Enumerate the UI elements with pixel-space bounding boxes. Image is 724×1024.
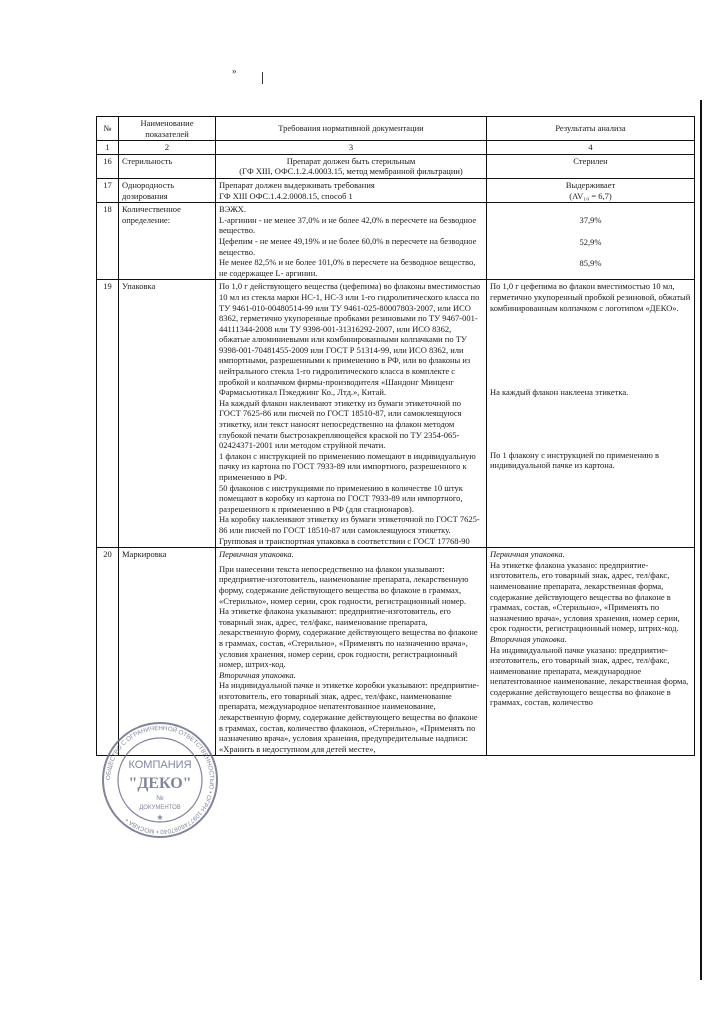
result-text: По 1,0 г цефепима во флакон вместимостью 10 мл, герметично укупоренный пробкой резиновой, обжатый комбинированным колпачком с логотипом «ДЕКО». (490, 281, 691, 313)
stamp-star-icon: ★ (156, 813, 164, 822)
row-requirement (216, 203, 487, 280)
stamp-ring-text: ОБЩЕСТВО С ОГРАНИЧЕННОЙ ОТВЕТСТВЕННОСТЬЮ • ОГРН 1097746087040 • МОСКВА • (104, 724, 216, 836)
result-text: По 1 флакону с инструкцией по применению в индивидуальной пачке из картона. (490, 449, 660, 471)
req-text: При нанесении текста непосредственно на флакон указывают: предприятие-изготовитель, наименование препарата, лекарственную форму, содержание действующего вещества во флаконе в граммах, «Стерильно», номер серии, срок годности, регистрационный номер. (219, 563, 469, 606)
req-text: L-аргинин - не менее 37,0% и не более 42,0% в пересчете на безводное вещество. (219, 214, 477, 236)
table-row (97, 203, 695, 280)
row-num: 18 (97, 203, 119, 280)
row-num: 17 (97, 178, 119, 202)
row-requirement (216, 280, 487, 548)
col-number: 2 (119, 141, 216, 155)
scan-mark: » (232, 66, 237, 76)
req-text: ВЭЖХ. (219, 204, 246, 215)
req-text: На этикетке флакона указывают: предприятие-изготовитель, его товарный знак, адрес, тел/факс, наименование препарата, лекарственную форму, содержание действующего вещества во флаконе в граммах, состав, «Стерильно», «Применять по назначению врача», условия хранения, номер серии, срок годности, регистрационный номер, штрих-код. (219, 606, 478, 670)
result-text: На каждый флакон наклеена этикетка. (490, 387, 629, 398)
result-text: 52,9% (579, 236, 602, 247)
row-name: Маркировка (119, 548, 216, 756)
result-heading: Вторичная упаковка. (490, 633, 567, 644)
req-text: Препарат должен быть стерильным (286, 155, 416, 166)
column-number-row (97, 141, 695, 155)
result-text: На индивидуальной пачке указано: предприятие-изготовитель, его товарный знак, адрес, тел/факс, наименование препарата, международное непатентованное наименование, лекарственная форма, содержание действующего вещества во флаконе в граммах, состав, количество (490, 644, 689, 708)
result-text: (AV₁₀ = 6,7) (569, 190, 612, 201)
row-name: Количественное определение: (119, 203, 216, 280)
req-heading: Вторичная упаковка. (219, 669, 296, 680)
stamp-sub-label: ДОКУМЕНТОВ (139, 805, 181, 811)
result-text: 37,9% (579, 215, 602, 226)
company-stamp (100, 716, 220, 840)
req-text: По 1,0 г действующего вещества (цефепима) во флаконы вместимостью 10 мл из стекла марки НС-1, НС-3 или 1-го гидролитического класса по ТУ 9461-010-00480514-99 или ТУ 9461-025-80007803-2007, или ИСО 8362, герметично укупоренные пробками резиновыми по ТУ 9467-001-44111344-2008 или ТУ 9398-001-31316292-2007, или ИСО 8362, обжатые алюминиевыми или комбинированными колпачками по ТУ 9398-001-70481455-2009 или ГОСТ Р 51314-99, или ИСО 8362, или импортными, разрешенными к применению в РФ, или во флаконы из нейтрального стекла 1-го гидролитического класса в комплекте с пробкой и колпачком фирмы-производителя «Шандонг Минценг Фармасьютикал Пэкеджинг Ко., Лтд.», Китай. (219, 281, 481, 398)
stamp-sub-number: № (156, 795, 164, 802)
row-result (487, 178, 695, 202)
table-row (97, 178, 695, 202)
row-result (487, 548, 695, 756)
req-text: Препарат должен выдерживать требования (219, 179, 375, 190)
req-text: На индивидуальной пачке и этикетке коробки указывают: предприятие-изготовитель, его товарный знак, адрес, тел/факс, наименование препарата, международное непатентованное наименование, лекарственную форму, содержание действующего вещества во флаконе в граммах, состав, количество флаконов, «Стерильно», «Применять по назначению врача», условия хранения, предупредительные надписи: «Хранить в недоступном для детей месте», (219, 680, 480, 754)
row-requirement (216, 154, 487, 178)
header-row (97, 117, 695, 141)
col-number: 3 (216, 141, 487, 155)
result-text: На этикетке флакона указано: предприятие-изготовитель, его товарный знак, адрес, тел/факс, наименование препарата, лекарственная форма, содержание действующего вещества во флаконе в граммах, состав, «Стерильно», «Применять по назначению врача», условия хранения, номер серии, срок годности, регистрационный номер, штрих-код. (490, 559, 680, 634)
req-text: ГФ XIII ОФС.1.4.2.0008.15, способ 1 (219, 190, 353, 201)
row-result (487, 280, 695, 548)
table-row (97, 154, 695, 178)
req-text: На коробку наклеивают этикетку из бумаги этикеточной по ГОСТ 7625-86 или писчей по ГОСТ 18510-87 или самоклеящуюся этикетку. (219, 514, 480, 535)
header-results: Результаты анализа (487, 117, 695, 141)
row-requirement (216, 178, 487, 202)
header-requirements: Требования нормативной документации (216, 117, 487, 141)
req-text: На каждый флакон наклеивают этикетку из бумаги этикеточной по ГОСТ 7625-86 или писчей по ГОСТ 18510-87, или самоклеящуюся этикетку, или текст наносят непосредственно на флакон методом глубокой печати быстрозакрепляющейся краской по ТУ 2354-065-02424371-2001 или методом струйной печати. (219, 397, 462, 451)
row-result: Стерилен (487, 154, 695, 178)
req-text: Не менее 82,5% и не более 101,0% в пересчете на безводное вещество, не содержащее L- аргинин. (219, 257, 476, 278)
result-heading: Первичная упаковка. (490, 549, 565, 560)
col-number: 1 (97, 141, 119, 155)
row-result (487, 203, 695, 280)
req-heading: Первичная упаковка. (219, 549, 294, 560)
req-text: (ГФ XIII, ОФС.1.2.4.0003.15, метод мембранной фильтрации) (239, 166, 463, 177)
scan-tick (262, 72, 263, 84)
header-num: № (97, 117, 119, 141)
page-edge-line (700, 100, 702, 980)
req-text: Групповая и транспортная упаковка в соответствии с ГОСТ 17768-90 (219, 535, 470, 546)
stamp-company: КОМПАНИЯ (128, 759, 192, 771)
analysis-table (96, 116, 695, 756)
row-num: 16 (97, 154, 119, 178)
col-number: 4 (487, 141, 695, 155)
req-text: Цефепим - не менее 49,19% и не более 60,0% в пересчете на безводное вещество. (219, 235, 477, 257)
result-text: Выдерживает (565, 179, 616, 190)
stamp-name: "ДЕКО" (128, 775, 192, 792)
row-name: Упаковка (119, 280, 216, 548)
row-name: Стерильность (119, 154, 216, 178)
table-row (97, 280, 695, 548)
row-num: 19 (97, 280, 119, 548)
row-requirement (216, 548, 487, 756)
row-name: Однородность дозирования (119, 178, 216, 202)
row-num: 20 (97, 548, 119, 756)
req-text: 1 флакон с инструкцией по применению помещают в индивидуальную пачку из картона по ГОСТ 7933-89 или импортного, разрешенного к применению в РФ. (219, 450, 476, 482)
req-text: 50 флаконов с инструкциями по применению в количестве 10 штук помещают в коробку из картона по ГОСТ 7933-89 или импортного, разрешенного к применению в РФ (для стационаров). (219, 482, 463, 514)
header-name: Наименование показателей (119, 117, 216, 141)
result-text: 85,9% (579, 258, 602, 269)
